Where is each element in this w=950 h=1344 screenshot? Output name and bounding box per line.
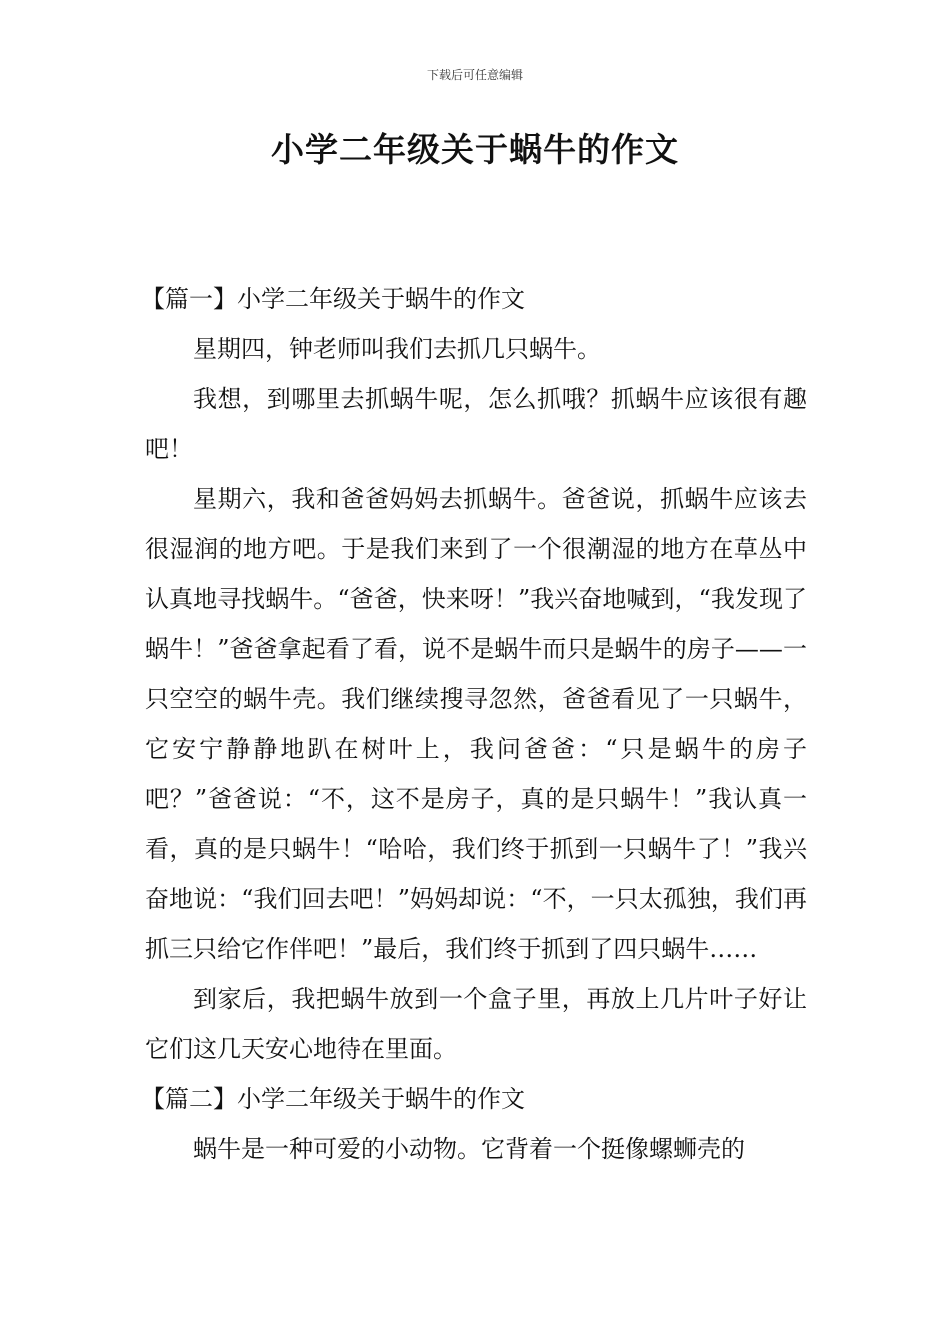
paragraph: 蜗牛是一种可爱的小动物。它背着一个挺像螺蛳壳的 xyxy=(193,1135,745,1163)
paragraph: 星期六，我和爸爸妈妈去抓蜗牛。爸爸说，抓蜗牛应该去很湿润的地方吧。于是我们来到了一个很潮湿的地方在草丛中认真地寻找蜗牛。“爸爸，快来呀！”我兴奋地喊到，“我发现了蜗牛！”爸爸拿起看了看，说不是蜗牛而只是蜗牛的房子——一只空空的蜗牛壳。我们继续搜寻忽然，爸爸看见了一只蜗牛，它安宁静静地趴在树叶上，我问爸爸：“只是蜗牛的房子吧？”爸爸说：“不，这不是房子，真的是只蜗牛！”我认真一看，真的是只蜗牛！“哈哈，我们终于抓到一只蜗牛了！”我兴奋地说：“我们回去吧！”妈妈却说：“不，一只太孤独，我们再抓三只给它作伴吧！”最后，我们终于抓到了四只蜗牛…… xyxy=(145,485,807,963)
header-note: 下载后可任意编辑 xyxy=(426,68,523,82)
paragraph: 我想，到哪里去抓蜗牛呢，怎么抓哦？抓蜗牛应该很有趣吧！ xyxy=(145,385,807,463)
section-heading: 【篇一】小学二年级关于蜗牛的作文 xyxy=(141,285,525,313)
paragraph: 到家后，我把蜗牛放到一个盒子里，再放上几片叶子好让它们这几天安心地待在里面。 xyxy=(145,985,807,1063)
document-body xyxy=(141,274,807,1174)
paragraph: 星期四，钟老师叫我们去抓几只蜗牛。 xyxy=(193,335,601,363)
document-title: 小学二年级关于蜗牛的作文 xyxy=(271,130,679,169)
section-heading: 【篇二】小学二年级关于蜗牛的作文 xyxy=(141,1085,525,1113)
